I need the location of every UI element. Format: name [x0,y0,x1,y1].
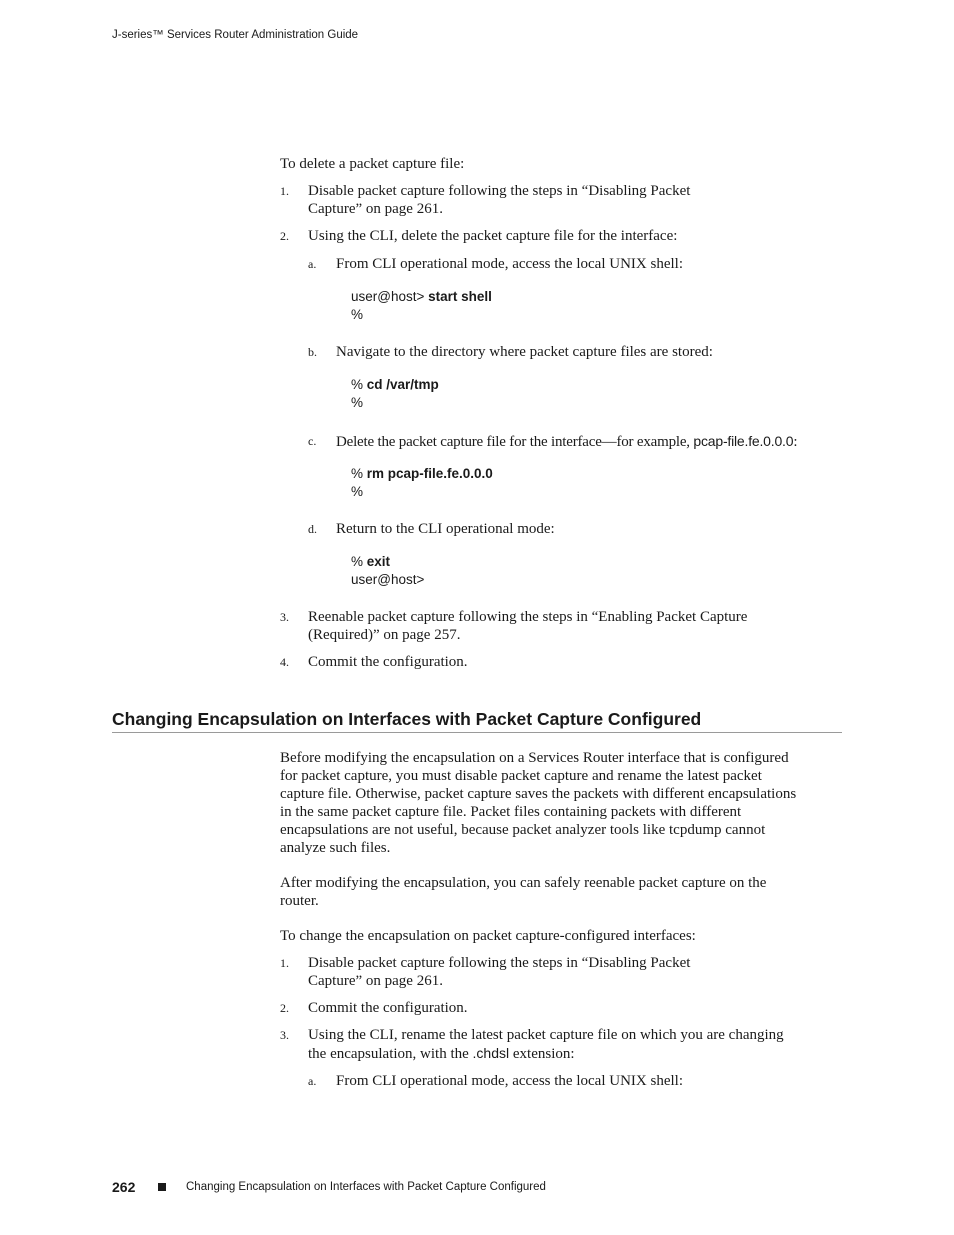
code-prompt: % [351,554,367,569]
step-number: 3. [280,1028,289,1042]
paragraph [280,874,766,910]
page-number: 262 [112,1179,136,1195]
paragraph-line: Before modifying the encapsulation on a Services Router interface that is configured [280,750,789,766]
substep-text-main: Delete the packet capture file for the interface—for example, [336,434,694,450]
paragraph-line: capture file. Otherwise, packet capture saves the packets with different encapsulations [280,786,797,802]
code-command: exit [366,554,391,569]
substep-text: From CLI operational mode, access the local UNIX shell: [336,1073,683,1089]
step-number: 2. [280,229,289,243]
step-line: Disable packet capture following the steps in “Disabling Packet [308,183,691,199]
paragraph [280,749,796,857]
step-text [308,608,747,644]
substep-letter: d. [308,522,317,536]
step-number: 4. [280,655,289,669]
footer-title: Changing Encapsulation on Interfaces with Packet Capture Configured [186,1181,546,1193]
footer-square-bullet [158,1183,166,1191]
code-result: % [351,483,364,499]
code-prompt: % [351,377,367,392]
step-number: 3. [280,610,289,624]
step-number: 2. [280,1001,289,1015]
step-text [308,1026,784,1063]
paragraph-line: router. [280,893,319,909]
section-divider [112,732,842,733]
colon: : [793,434,798,450]
running-header: J-series™ Services Router Administration Guide [112,29,359,41]
section-heading: Changing Encapsulation on Interfaces with Packet Capture Configured [112,709,702,729]
step-line: Using the CLI, rename the latest packet capture file on which you are changing [308,1027,784,1043]
step-line: Capture” on page 261. [308,201,443,217]
step-text [308,954,690,990]
step-text [308,182,690,218]
step-line: (Required)” on page 257. [308,627,461,643]
step-line: Reenable packet capture following the steps in “Enabling Packet Capture [308,609,748,625]
step-line: Disable packet capture following the steps in “Disabling Packet [308,955,691,971]
step-text: Commit the configuration. [308,654,468,670]
paragraph-line: analyze such files. [280,840,391,856]
code-block [351,376,439,411]
code-prompt: % [351,466,367,481]
filename: pcap-file.fe.0.0.0 [693,433,794,449]
paragraph-line: in the same packet capture file. Packet files containing packets with different [280,804,742,820]
step-text: Commit the configuration. [308,1000,468,1016]
code-result: % [351,306,364,322]
step-number: 1. [280,956,289,970]
substep-letter: a. [308,257,317,271]
code-block [351,465,493,500]
step-text: Using the CLI, delete the packet capture file for the interface: [308,228,678,244]
paragraph-line: encapsulations are not useful, because packet analyzer tools like tcpdump cannot [280,822,766,838]
section-intro: To change the encapsulation on packet capture-configured interfaces: [280,928,696,944]
step-line: Capture” on page 261. [308,973,443,989]
delete-intro: To delete a packet capture file: [280,156,465,172]
code-command: start shell [428,289,492,304]
code-block [351,553,424,588]
file-extension: .chdsl [472,1045,510,1061]
code-command: rm pcap-file.fe.0.0.0 [366,466,493,481]
code-block [351,288,492,323]
substep-text: From CLI operational mode, access the local UNIX shell: [336,256,683,272]
substep-letter: c. [308,434,317,448]
substep-text: Return to the CLI operational mode: [336,521,555,537]
step-line: the encapsulation, with the .chdsl extension: [308,1045,575,1062]
step-number: 1. [280,184,289,198]
paragraph-line: After modifying the encapsulation, you can safely reenable packet capture on the [280,875,767,891]
substep-text [336,432,797,451]
code-result: % [351,394,364,410]
substep-letter: a. [308,1074,317,1088]
substep-letter: b. [308,345,317,359]
code-prompt: user@host> [351,289,429,304]
code-result: user@host> [351,571,425,587]
substep-text: Navigate to the directory where packet capture files are stored: [336,344,713,360]
code-command: cd /var/tmp [366,377,439,392]
paragraph-line: for packet capture, you must disable packet capture and rename the latest packet [280,768,762,784]
